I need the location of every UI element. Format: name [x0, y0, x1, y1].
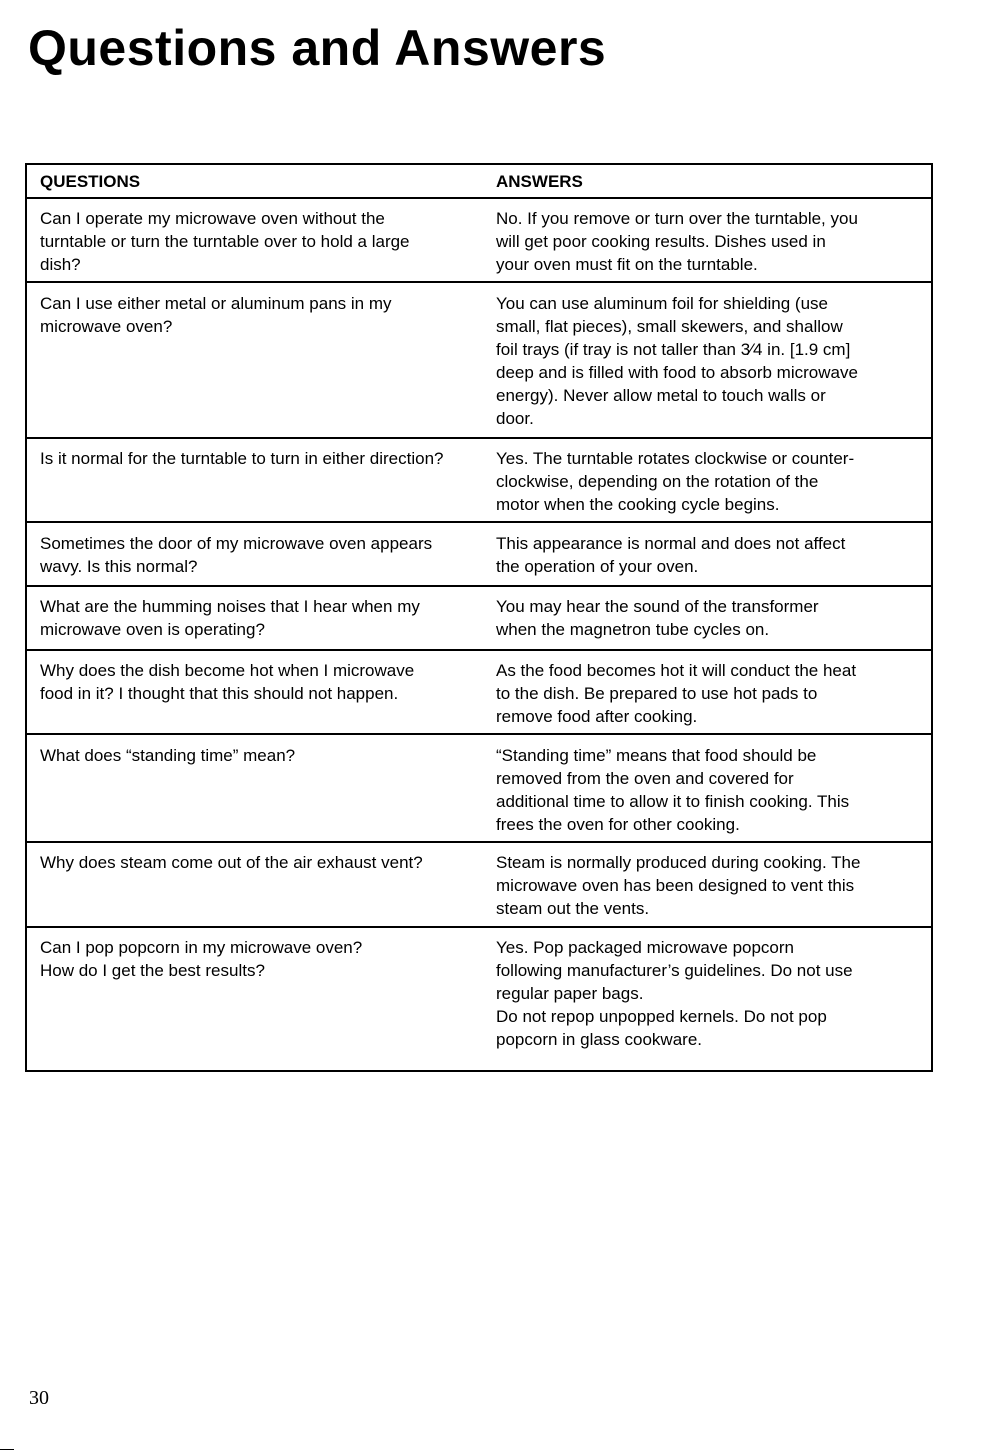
scan-edge-mark	[0, 1449, 14, 1450]
answer-cell: As the food becomes hot it will conduct the heat to the dish. Be prepared to use hot pads to remove food after cooking.	[496, 661, 857, 726]
answer-cell: No. If you remove or turn over the turntable, you will get poor cooking results. Dishes used in your oven must fit on the turntable.	[496, 209, 858, 274]
question-cell: Why does the dish become hot when I microwave food in it? I thought that this should not happen.	[40, 661, 415, 703]
table-row	[27, 199, 931, 283]
table-row	[27, 587, 931, 651]
table-header	[27, 165, 931, 199]
question-cell: Why does steam come out of the air exhaust vent?	[40, 853, 423, 872]
question-cell: Can I pop popcorn in my microwave oven? How do I get the best results?	[40, 938, 363, 980]
qa-table	[25, 163, 933, 1072]
table-row	[27, 523, 931, 587]
answer-cell: This appearance is normal and does not affect the operation of your oven.	[496, 534, 846, 576]
table-row	[27, 735, 931, 843]
question-cell: Can I operate my microwave oven without the turntable or turn the turntable over to hold a large dish?	[40, 209, 410, 274]
question-cell: Can I use either metal or aluminum pans in my microwave oven?	[40, 294, 392, 336]
answers-column-header: ANSWERS	[496, 172, 583, 191]
question-cell: Sometimes the door of my microwave oven appears wavy. Is this normal?	[40, 534, 433, 576]
table-row	[27, 439, 931, 523]
table-row	[27, 651, 931, 735]
page-number: 30	[29, 1387, 49, 1409]
answer-cell: Yes. The turntable rotates clockwise or counter- clockwise, depending on the rotation of the motor when the cooking cycle begins.	[496, 449, 855, 514]
answer-cell: You can use aluminum foil for shielding (use small, flat pieces), small skewers, and shallow foil trays (if tray is not taller than 3⁄4 in. [1.9 cm] deep and is filled with food to absorb microwave energy). Never allow metal to touch walls or door.	[496, 294, 858, 428]
answer-cell: You may hear the sound of the transformer when the magnetron tube cycles on.	[496, 597, 819, 639]
answer-cell: “Standing time” means that food should be removed from the oven and covered for additional time to allow it to finish cooking. This frees the oven for other cooking.	[496, 746, 850, 834]
answer-cell: Yes. Pop packaged microwave popcorn following manufacturer’s guidelines. Do not use regular paper bags. Do not repop unpopped kernels. Do not pop popcorn in glass cookware.	[496, 938, 853, 1049]
questions-column-header: QUESTIONS	[40, 172, 141, 191]
answer-cell: Steam is normally produced during cooking. The microwave oven has been designed to vent this steam out the vents.	[496, 853, 861, 918]
table-row	[27, 843, 931, 928]
table-row	[27, 283, 931, 439]
question-cell: Is it normal for the turntable to turn in either direction?	[40, 449, 444, 468]
question-cell: What are the humming noises that I hear when my microwave oven is operating?	[40, 597, 420, 639]
question-cell: What does “standing time” mean?	[40, 746, 296, 765]
page-title: Questions and Answers	[28, 20, 607, 76]
table-row	[27, 928, 931, 1070]
